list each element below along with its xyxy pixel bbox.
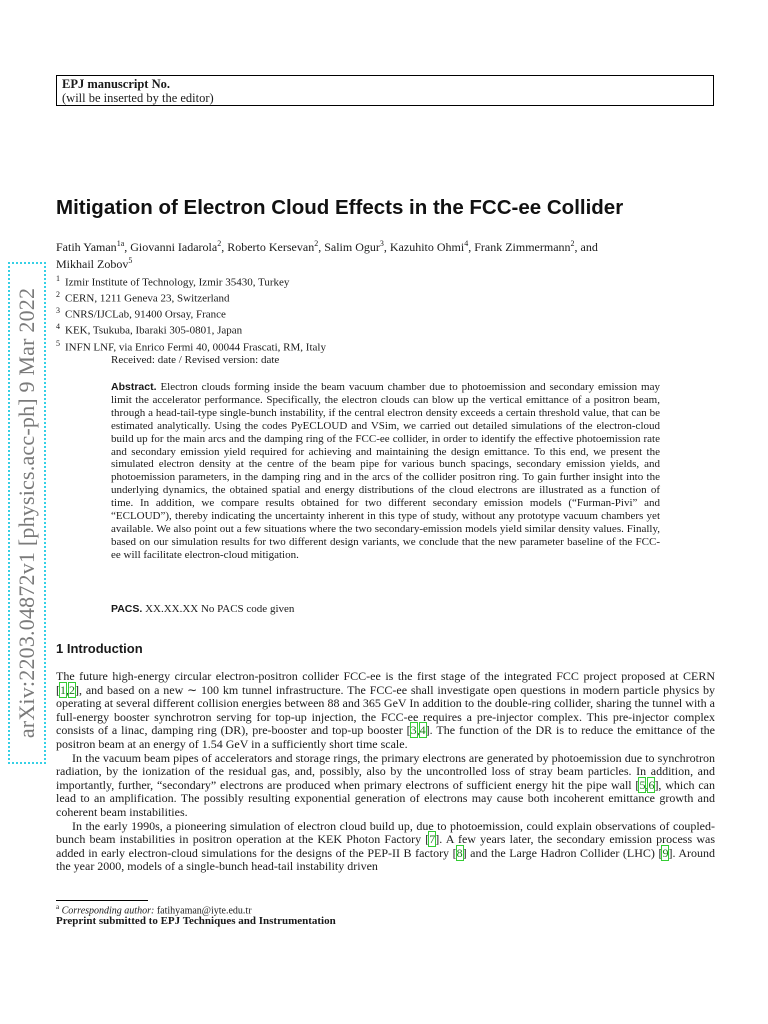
text-run: , — [66, 682, 69, 697]
abstract — [111, 381, 660, 562]
citation-link[interactable]: 3 — [410, 723, 417, 738]
text-run: In the vacuum beam pipes of accelerators and storage rings, the primary electrons are generated by photoemission due to synchrotron radiation, by the ionization of the residual gas, and, possibly, also by the uncontrolled loss of stray beam particles. In addition, and importantly, further, “secondary” electrons are produced when primary electrons of sufficient energy hit the pipe wall [ — [56, 750, 715, 792]
affiliation-number: 1 — [56, 274, 60, 283]
pacs-label: PACS. — [111, 603, 143, 615]
affiliation-number: 2 — [56, 290, 60, 300]
author-sup: 4 — [464, 239, 469, 248]
body-text — [56, 670, 715, 874]
citation-link[interactable]: 4 — [419, 723, 426, 738]
affiliation-text: Izmir Institute of Technology, Izmir 35430, Turkey — [65, 276, 290, 289]
pacs-line — [111, 603, 294, 615]
author-name: Mikhail Zobov — [56, 257, 129, 271]
text-run: ], and based on a new ∼ 100 km tunnel infrastructure. The FCC-ee shall investigate open questions in modern particle physics by operating at several different collision energies between 88 and 365 GeV In addition to the double-ring collider, sharing the tunnel with a full-energy booster synchrotron serving for top-up injection, the FCC-ee requires a pre-injector complex. This pre-injector complex consists of a linac, damping ring (DR), pre-booster and top-up booster [ — [56, 682, 715, 738]
author-sup: 2 — [314, 239, 319, 248]
author-name: , Salim Ogur — [318, 240, 380, 254]
citation-link[interactable]: 9 — [662, 845, 669, 860]
paragraph — [56, 820, 715, 874]
author-list — [56, 237, 716, 271]
affiliation-item — [56, 321, 656, 337]
manuscript-box — [56, 75, 714, 106]
author-name: , Kazuhito Ohmi — [383, 240, 465, 254]
affiliation-item — [56, 338, 656, 354]
paragraph — [56, 752, 715, 820]
text-run: ]. The function of the DR is to reduce the emittance of the positron beam at an energy of 1.54 GeV in a sufficiently short time scale. — [56, 723, 715, 751]
author-name: , Frank Zimmermann — [468, 240, 571, 254]
author-name: , and — [574, 240, 598, 254]
footnote-label: Corresponding author: — [61, 905, 155, 917]
manuscript-label: EPJ manuscript No. — [62, 77, 170, 91]
citation-link[interactable]: 5 — [639, 777, 646, 792]
text-run: , — [645, 777, 649, 792]
received-line: Received: date / Revised version: date — [111, 354, 280, 366]
text-run: The future high-energy circular electron-positron collider FCC-ee is the first stage of the integrated FCC project proposed at CERN [ — [56, 669, 715, 697]
text-run: ], which can lead to an amplification. The possibly resulting exponential generation of electrons may cause both incoherent emittance growth and coherent beam instabilities. — [56, 777, 715, 819]
affiliation-number: 5 — [56, 338, 60, 348]
citation-link[interactable]: 8 — [456, 845, 463, 860]
footnote-email[interactable]: fatihyaman@iyte.edu.tr — [156, 905, 252, 917]
citation-link[interactable]: 7 — [429, 832, 436, 847]
footnote-marker: a — [56, 903, 60, 911]
affiliation-text: CERN, 1211 Geneva 23, Switzerland — [65, 292, 230, 305]
pacs-text: XX.XX.XX No PACS code given — [145, 603, 295, 615]
section-heading: 1 Introduction — [56, 641, 143, 656]
paper-title: Mitigation of Electron Cloud Effects in the FCC-ee Collider — [56, 196, 624, 219]
author-sup: 2 — [217, 239, 222, 248]
affiliation-text: KEK, Tsukuba, Ibaraki 305-0801, Japan — [65, 325, 243, 338]
text-run: , — [416, 723, 420, 738]
author-sup: 5 — [128, 256, 133, 265]
abstract-label: Abstract. — [111, 381, 157, 393]
author-name: , Giovanni Iadarola — [124, 240, 218, 254]
author-sup: 1a — [116, 239, 125, 248]
text-run: In the early 1990s, a pioneering simulation of electron cloud build up, due to photoemission, could explain observations of coupled-bunch beam instabilities in positron operation at the KEK Photon Factory [ — [56, 818, 715, 847]
citation-link[interactable]: 6 — [648, 777, 655, 792]
abstract-text: Electron clouds forming inside the beam vacuum chamber due to photoemission and secondary emission may limit the accelerator performance. Specifically, the electron clouds can blow up the vertical emittance of a positron beam, through a head-tail-type single-bunch instability, if the central electron density exceeds a certain threshold value, that can be estimated analytically. Using the codes PyECLOUD and VSim, we carried out detailed simulations of the electron-cloud build up for the main arcs and the damping ring of the FCC-ee collider, in order to identify the effective photoemission rate and secondary emission yield required for achieving and maintaining the design emittance. To this end, we present the simulated electron density at the centre of the beam pipe for various bunch spacings, secondary emission yields, and photoemission parameters, in the damping ring and in the arcs of the collider positron ring. To gain further insight into the underlying dynamics, the obtained spatial and energy distributions of the cloud electrons are illustrated as a function of time. In addition, we compare results obtained for two different secondary emission models (“Furman-Pivi” and “ECLOUD”), thereby indicating the uncertainty inherent in this type of study, without any prototype vacuum chambers yet available. We also point out a few situations where the two secondary-emission models yield similar density values. Finally, based on our simulation results for two different design variants, we conclude that the new parameter baseline of the FCC-ee will facilitate electron-cloud mitigation. — [111, 381, 660, 561]
author-name: , Roberto Kersevan — [221, 240, 315, 254]
affiliation-item — [56, 305, 656, 321]
text-run: ]. A few years later, the secondary emission process was added in early electron-cloud simulations for the designs of the PEP-II B factory [ — [56, 832, 715, 860]
author-name: Fatih Yaman — [56, 240, 117, 254]
affiliation-number: 4 — [56, 322, 60, 332]
preprint-line: Preprint submitted to EPJ Techniques and Instrumentation — [56, 915, 336, 927]
affiliation-list — [56, 273, 656, 354]
citation-link[interactable]: 2 — [69, 682, 75, 697]
manuscript-note: (will be inserted by the editor) — [62, 91, 214, 105]
text-run: ]. Around the year 2000, models of a single-bunch head-tail instability driven — [56, 845, 715, 874]
affiliation-item — [56, 273, 656, 289]
arxiv-stamp-text[interactable]: arXiv:2203.04872v1 [physics.acc-ph] 9 Mar 2022 — [14, 287, 39, 739]
paragraph — [56, 670, 715, 752]
affiliation-number: 3 — [56, 306, 60, 316]
author-sup: 3 — [379, 239, 384, 248]
text-run: ] and the Large Hadron Collider (LHC) [ — [462, 845, 663, 860]
affiliation-text: INFN LNF, via Enrico Fermi 40, 00044 Frascati, RM, Italy — [65, 341, 326, 354]
citation-link[interactable]: 1 — [60, 682, 66, 697]
affiliation-text: CNRS/IJCLab, 91400 Orsay, France — [65, 308, 226, 321]
affiliation-item — [56, 289, 656, 305]
footnote-rule — [56, 900, 148, 901]
author-sup: 2 — [570, 239, 575, 248]
